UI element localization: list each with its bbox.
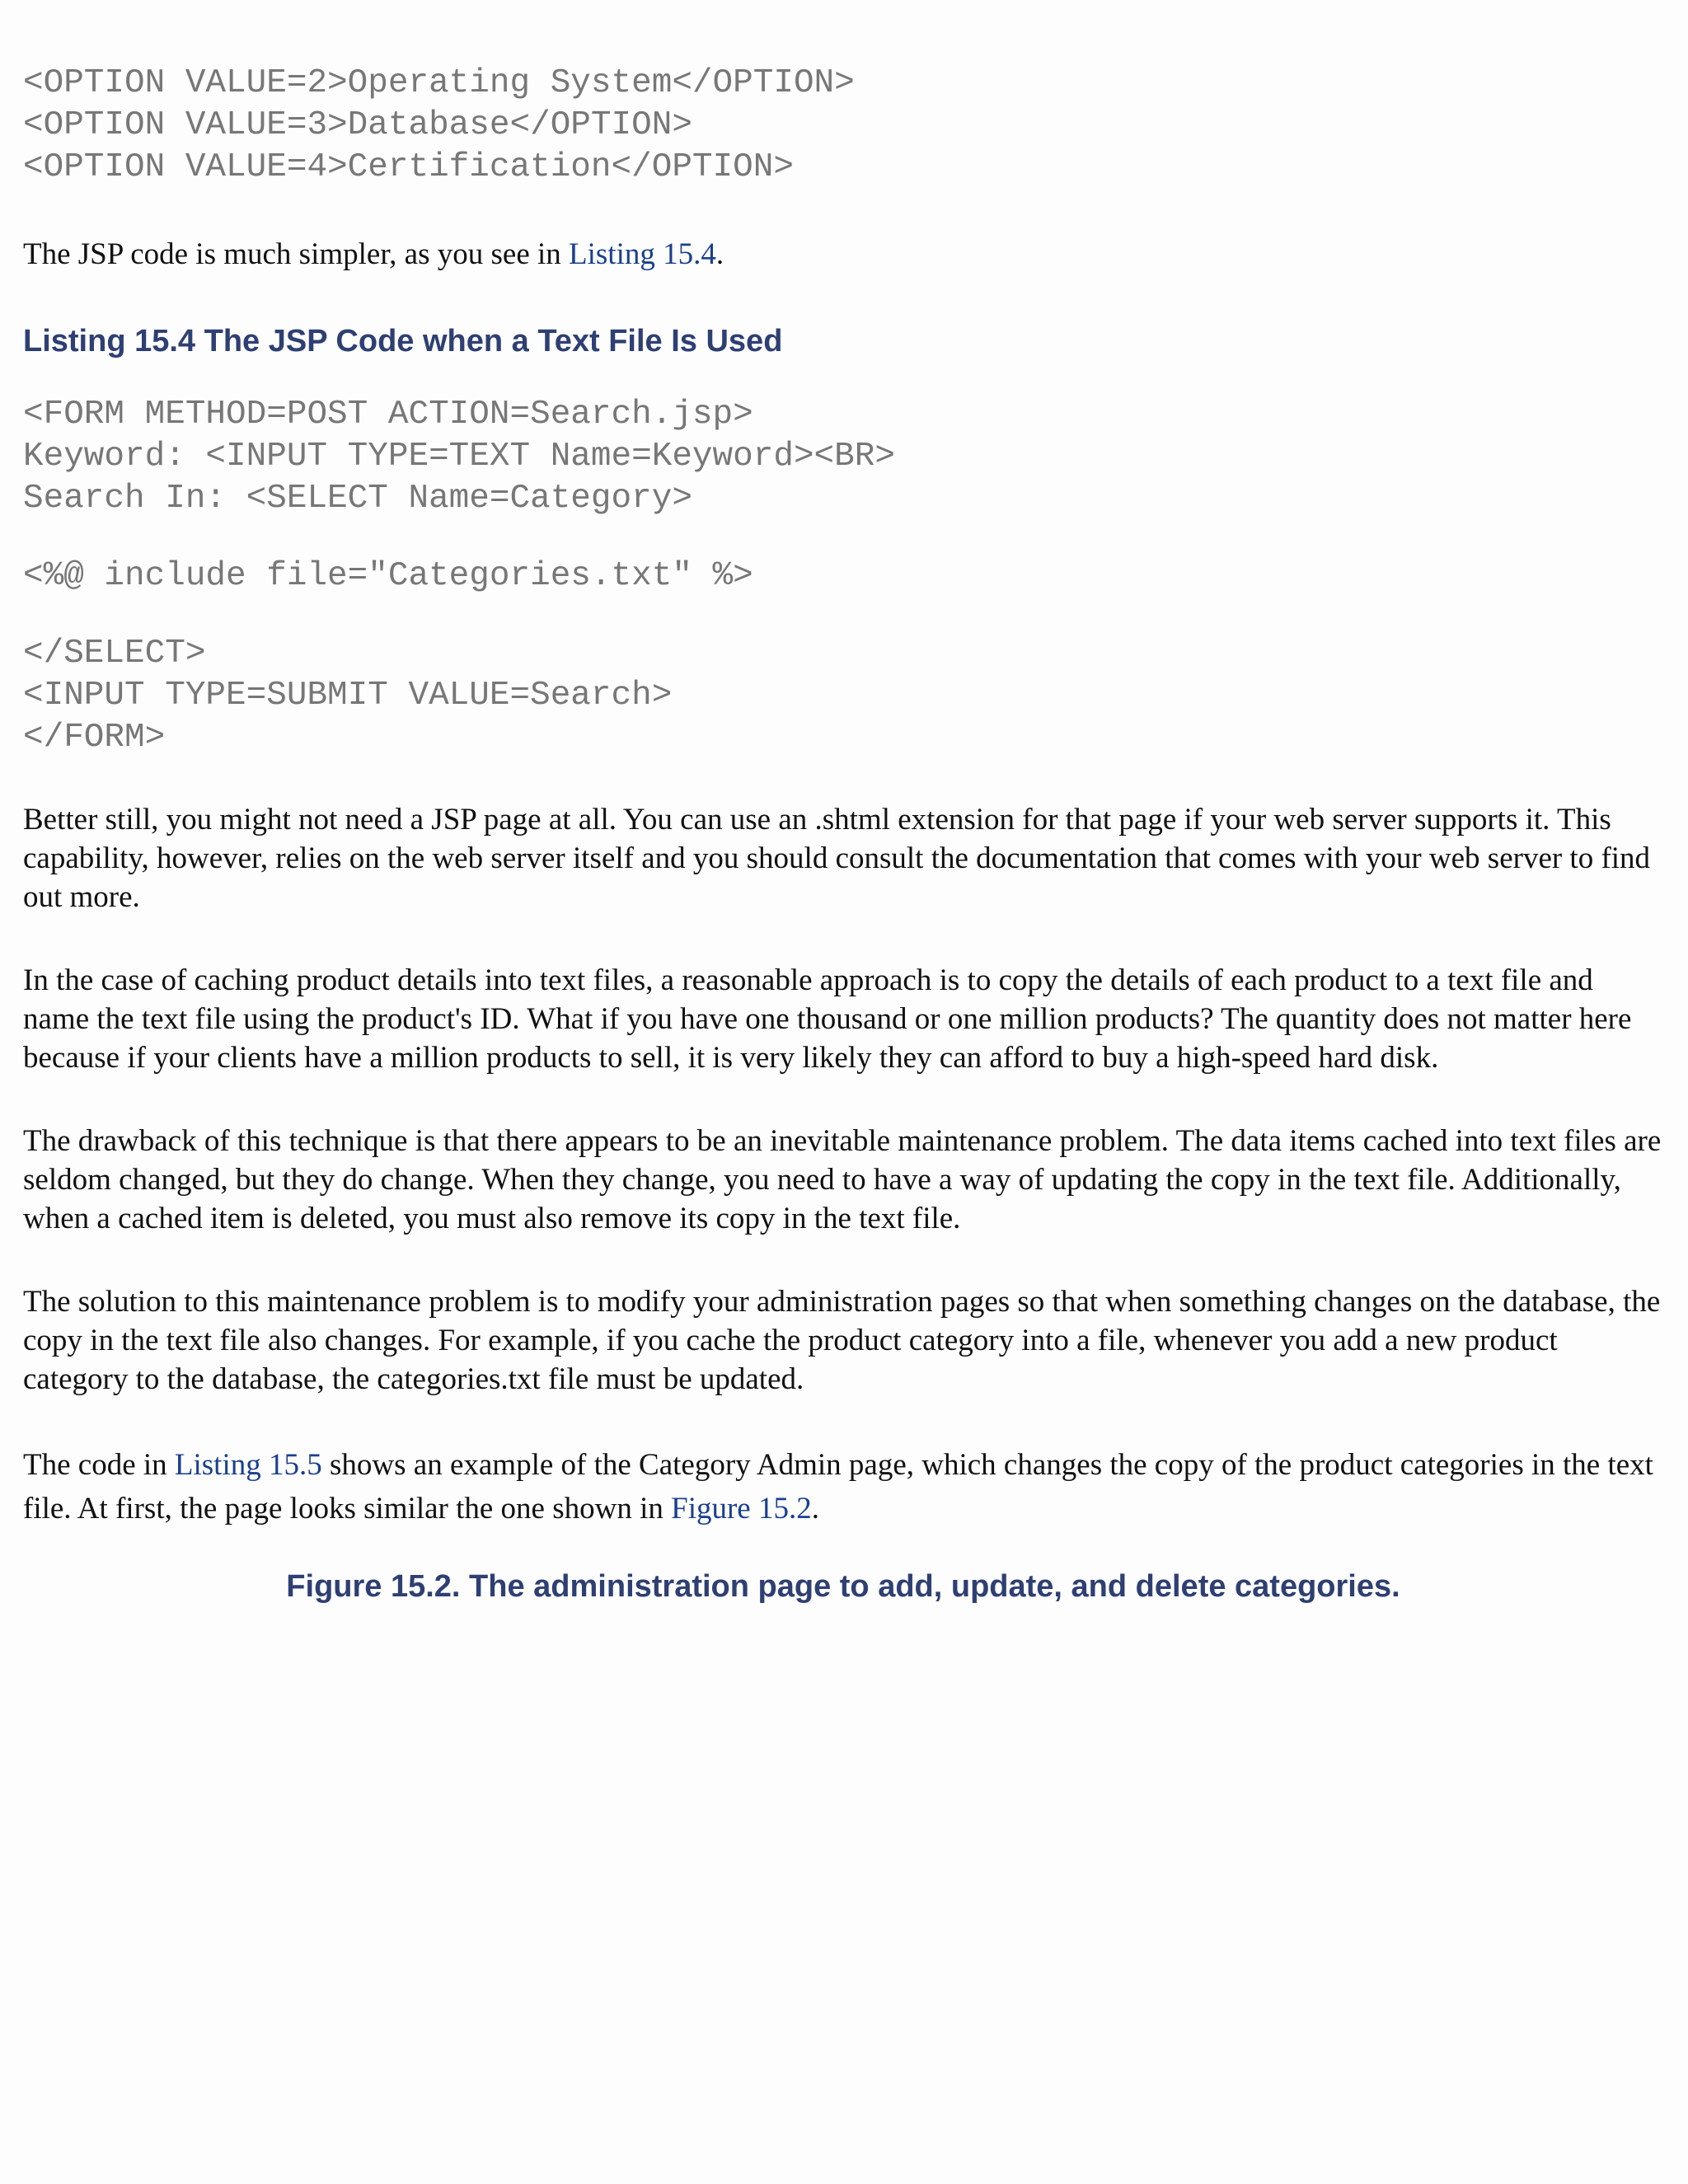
code-line: </SELECT>	[23, 635, 206, 673]
code-line	[23, 598, 1663, 633]
figure-caption: Figure 15.2. The administration page to add, update, and delete categories.	[286, 1569, 1400, 1604]
code-line: <OPTION VALUE=3>Database</OPTION>	[23, 106, 692, 144]
paragraph-drawback: The drawback of this technique is that there appears to be an inevitable maintenance problem. The data items cached into text files are seldom changed, but they do change. When they change, you need to have a way of updating the copy in the text file. Additionally, when a cached item is deleted, you must also remove its copy in the text file.	[23, 1124, 1662, 1235]
figure-15-2-link[interactable]: Figure 15.2	[671, 1492, 812, 1526]
listing-heading: Listing 15.4 The JSP Code when a Text File Is Used	[23, 324, 783, 359]
code-line: <INPUT TYPE=SUBMIT VALUE=Search>	[23, 677, 673, 715]
intro-text: The JSP code is much simpler, as you see in	[23, 237, 570, 271]
intro-end: .	[715, 237, 724, 271]
document-page	[23, 0, 1663, 1606]
code-block-options	[23, 63, 1663, 189]
code-line	[23, 520, 1663, 555]
intro-paragraph	[23, 235, 1663, 274]
paragraph-solution: The solution to this maintenance problem is to modify your administration pages so that when something changes on the database, the copy in the text file also changes. For example, if you cache the product category into a file, whenever you add a new product category to the database, the categories.txt file must be updated.	[23, 1285, 1661, 1396]
text: The code in	[23, 1448, 175, 1482]
code-line: <OPTION VALUE=4>Certification</OPTION>	[23, 148, 794, 186]
code-line: <FORM METHOD=POST ACTION=Search.jsp>	[23, 396, 753, 434]
listing-15-5-link[interactable]: Listing 15.5	[174, 1448, 322, 1482]
code-line: Keyword: <INPUT TYPE=TEXT Name=Keyword><BR>	[23, 438, 895, 476]
text: shows an example of the Category Admin page, which changes the copy of the product categories in the text file. At first, the page looks similar the one shown in	[23, 1448, 1653, 1526]
paragraph-caching: In the case of caching product details into text files, a reasonable approach is to copy the details of each product to a text file and name the text file using the product's ID. What if you have one thousand or one million products? The quantity does not matter here because if your clients have a million products to sell, it is very likely they can afford to buy a high-speed hard disk.	[23, 963, 1632, 1075]
code-line: </FORM>	[23, 719, 166, 757]
text: .	[811, 1492, 819, 1526]
code-line: <%@ include file="Categories.txt" %>	[23, 557, 753, 595]
code-block-listing	[23, 394, 1663, 759]
listing-15-4-link[interactable]: Listing 15.4	[569, 237, 716, 271]
code-line: Search In: <SELECT Name=Category>	[23, 480, 692, 518]
code-line: <OPTION VALUE=2>Operating System</OPTION>	[23, 64, 855, 102]
paragraph-category-admin	[23, 1443, 1663, 1530]
paragraph-shtml: Better still, you might not need a JSP page at all. You can use an .shtml extension for that page if your web server supports it. This capability, however, relies on the web server itself and you should consult the documentation that comes with your web server to find out more.	[23, 803, 1651, 914]
